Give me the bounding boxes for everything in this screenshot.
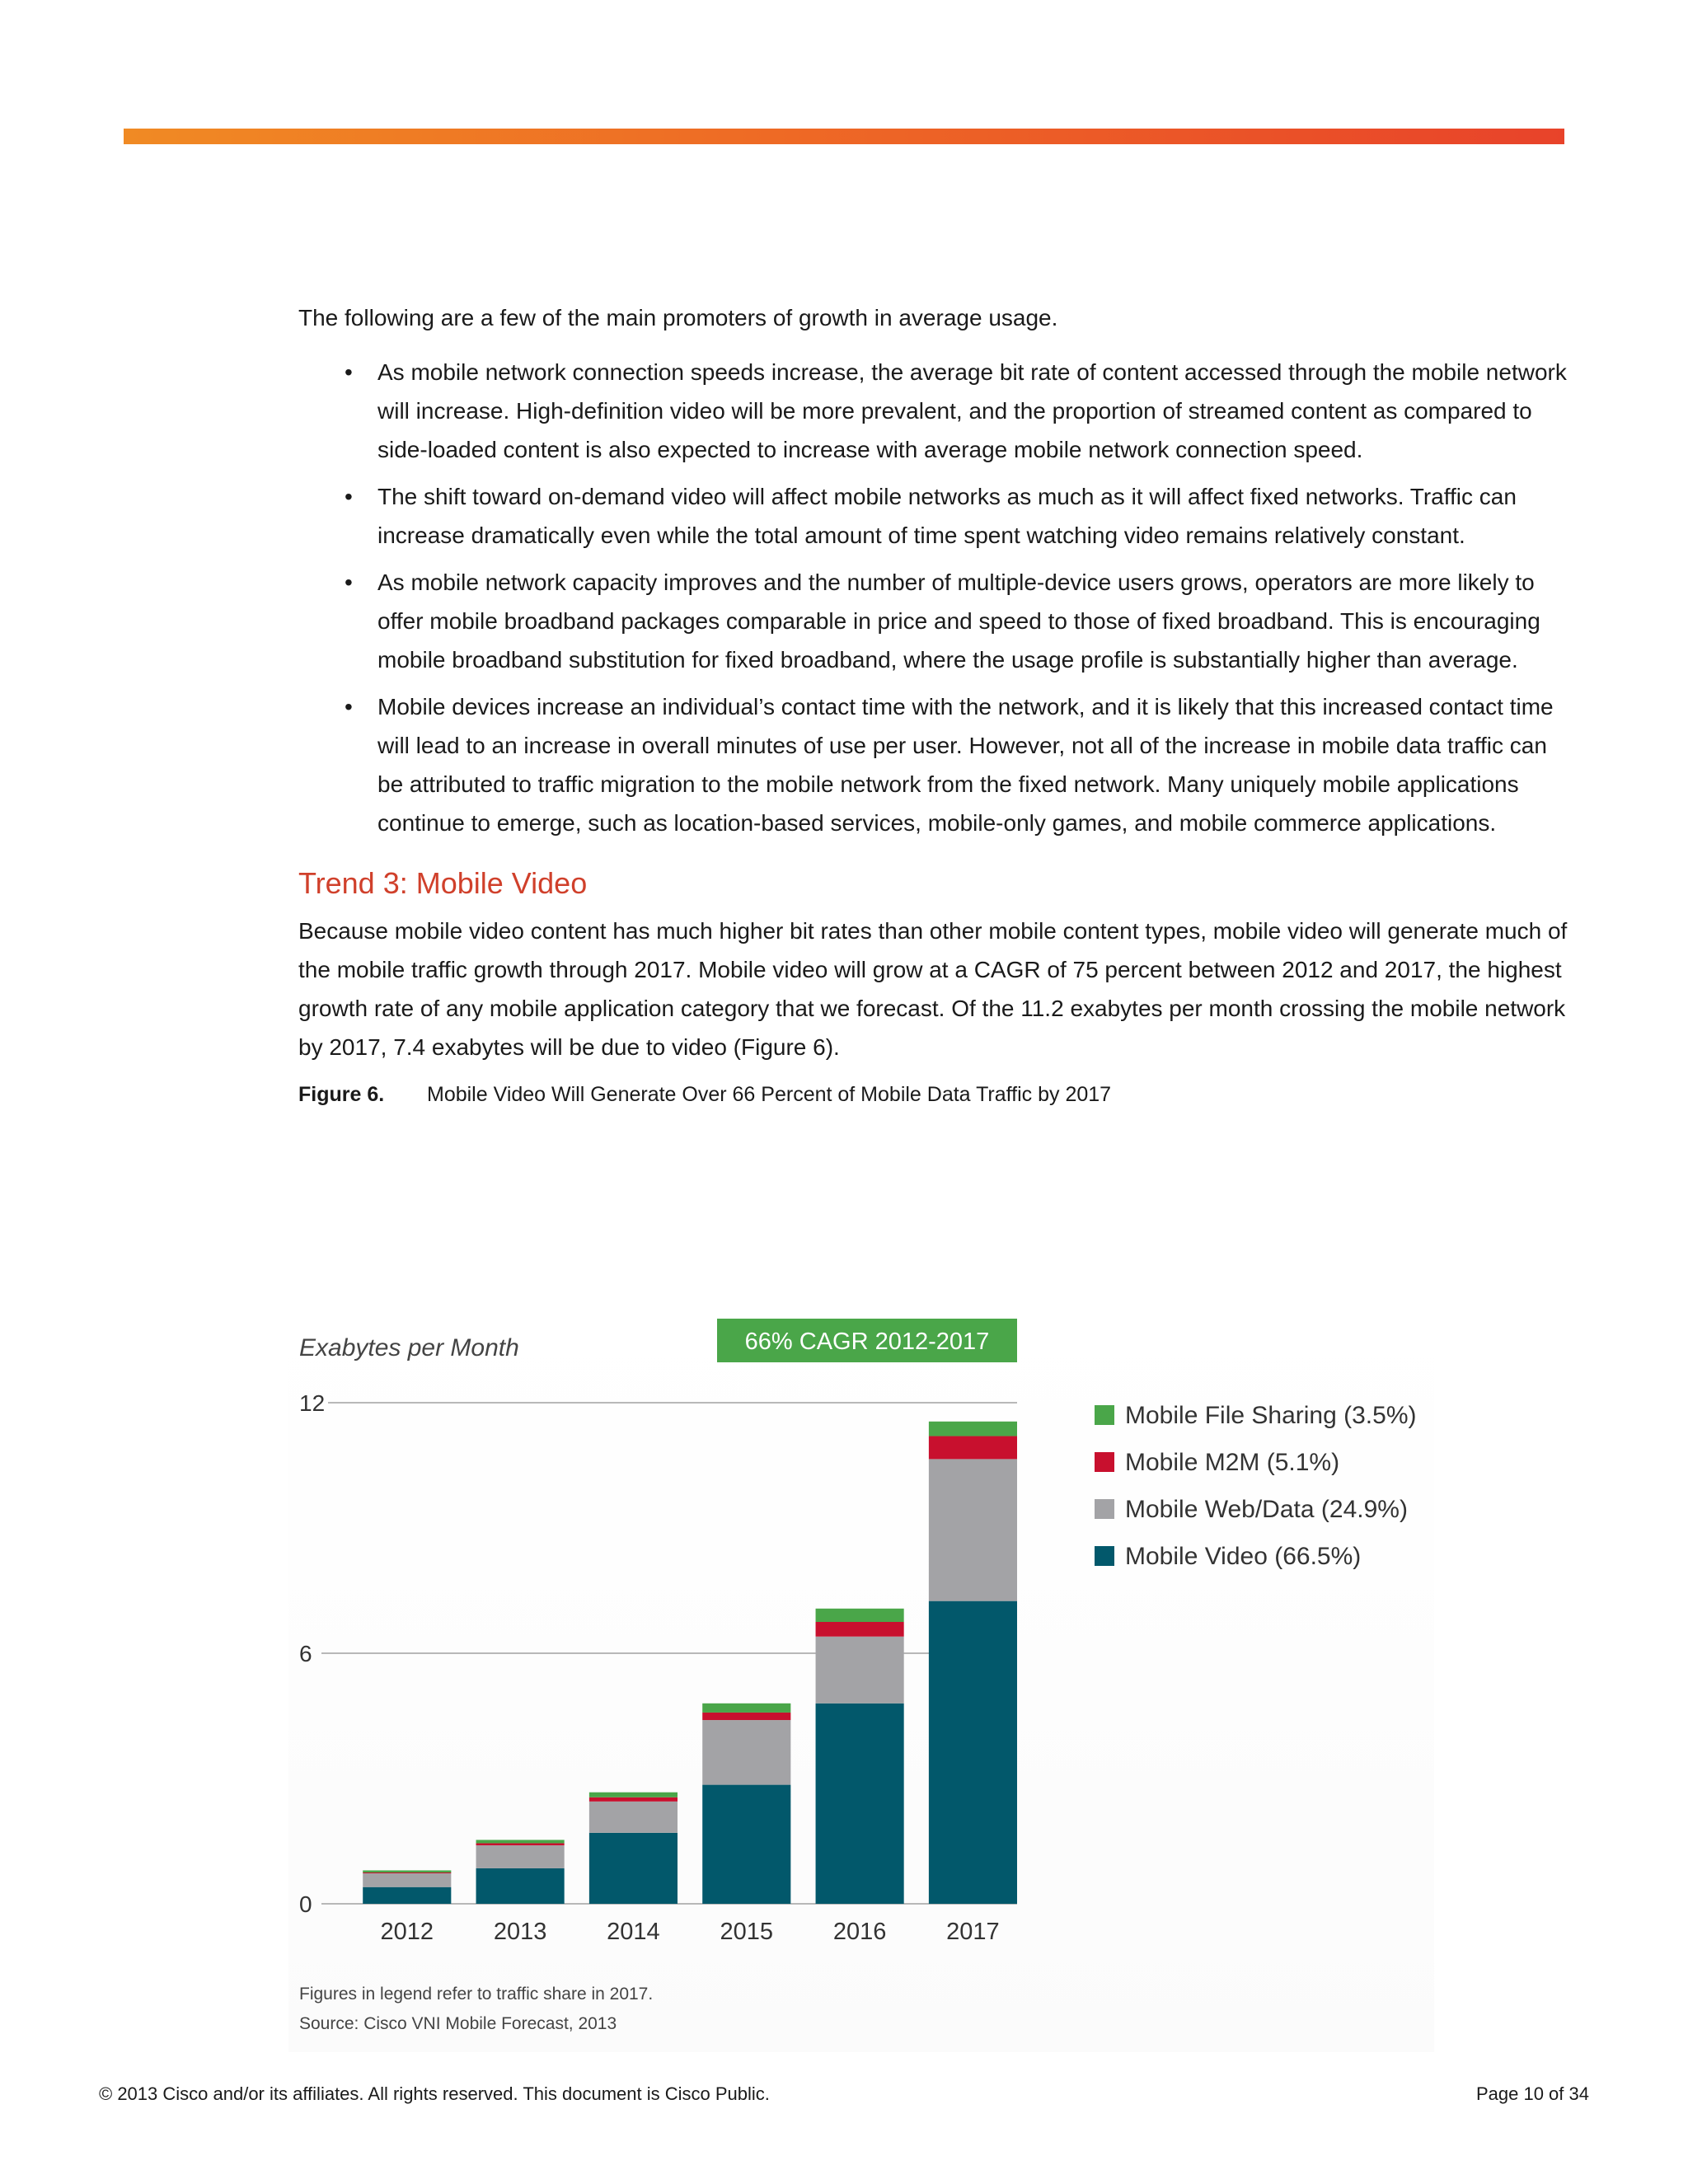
page-number: Page 10 of 34 [1475,2083,1589,2104]
x-tick-label: 2017 [946,1919,1000,1945]
bar-segment [929,1422,1017,1436]
bar-segment [929,1436,1017,1460]
y-tick-label: 6 [299,1641,312,1666]
y-tick-label: 12 [299,1390,326,1416]
bar-segment [476,1845,565,1868]
legend-label: Mobile Video (66.5%) [1125,1543,1362,1570]
figure-label: Figure 6. [298,1083,385,1106]
x-tick-label: 2016 [832,1919,887,1945]
x-tick-label: 2014 [607,1919,660,1945]
bar-segment [363,1873,451,1887]
bar-segment [363,1887,451,1904]
bar-segment [476,1840,565,1843]
bar-segment [589,1797,678,1802]
intro-text: The following are a few of the main promoters of growth in average usage. [298,305,1058,330]
bar-segment [589,1802,678,1833]
bullet-item: • Mobile devices increase an individual’s contact time with the network, and it is likely that this increased contact time will lead to an increase in overall minutes of use per user. However, not all of the increase in mobile data traffic can be attributed to traffic migration to the mobile network from the fixed network. Many uniquely mobile applications continue to emerge, such as location-based services, mobile-only games, and mobile commerce applications. [298,687,1568,842]
bar-segment [363,1870,451,1872]
bullet-item: • As mobile network connection speeds increase, the average bit rate of content accessed through the mobile network will increase. High-definition video will be more prevalent, and the proportion of streamed content as compared to side-loaded content is also expected to increase with average mobile network connection speed. [298,353,1568,469]
chart-notes [299,1980,653,2039]
bar-segment [702,1720,790,1785]
bar-segment [816,1637,904,1704]
bar-segment [702,1785,790,1904]
figure-title: Mobile Video Will Generate Over 66 Percent of Mobile Data Traffic by 2017 [427,1083,1112,1106]
page-footer [99,2083,1589,2105]
stacked-bar-chart [288,1310,1434,1978]
main-content [298,302,1568,1111]
legend-swatch [1095,1405,1114,1425]
bar-segment [929,1459,1017,1601]
bullet-item: • As mobile network capacity improves and the number of multiple-device users grows, operators are more likely to offer mobile broadband packages comparable in price and speed to those of fixed broadband. This is encouraging mobile broadband substitution for fixed broadband, where the usage profile is substantially higher than average. [298,563,1568,679]
x-tick-label: 2012 [380,1919,434,1945]
bar-segment [476,1844,565,1846]
y-axis-label: Exabytes per Month [299,1334,519,1361]
chart-container [288,1310,1434,2052]
bullet-list [298,353,1568,842]
bar-segment [816,1704,904,1904]
legend-label: Mobile M2M (5.1%) [1125,1449,1340,1476]
header-accent-bar [124,129,1564,144]
x-tick-label: 2015 [720,1919,774,1945]
bar-segment [702,1713,790,1720]
cagr-badge-text: 66% CAGR 2012-2017 [744,1329,990,1355]
bar-segment [363,1872,451,1873]
x-tick-label: 2013 [493,1919,547,1945]
bullet-item: • The shift toward on-demand video will affect mobile networks as much as it will affect fixed networks. Traffic can increase dramatically even while the total amount of time spent watching video remains relatively constant. [298,477,1568,555]
bar-segment [589,1793,678,1797]
bar-segment [589,1833,678,1904]
chart-note: Figures in legend refer to traffic share in 2017. [299,1985,654,2004]
bar-segment [816,1609,904,1622]
figure-caption [298,1078,1568,1111]
legend-label: Mobile Web/Data (24.9%) [1125,1496,1408,1523]
bar-segment [929,1601,1017,1904]
copyright-text: © 2013 Cisco and/or its affiliates. All rights reserved. This document is Cisco Public. [99,2083,770,2104]
bar-segment [816,1622,904,1637]
legend-swatch [1095,1546,1114,1566]
body-paragraph: Because mobile video content has much higher bit rates than other mobile content types, mobile video will generate much of the mobile traffic growth through 2017. Mobile video will grow at a CAGR of 75 percent between 2012 and 2017, the highest growth rate of any mobile application category that we forecast. Of the 11.2 exabytes per month crossing the mobile network by 2017, 7.4 exabytes will be due to video (Figure 6). [298,918,1568,1060]
y-tick-label: 0 [299,1891,312,1917]
section-title: Trend 3: Mobile Video [298,866,588,900]
legend-label: Mobile File Sharing (3.5%) [1125,1402,1417,1429]
bar-segment [476,1868,565,1904]
chart-source: Source: Cisco VNI Mobile Forecast, 2013 [299,2014,617,2033]
legend-swatch [1095,1499,1114,1519]
bar-segment [702,1704,790,1713]
legend-swatch [1095,1452,1114,1472]
